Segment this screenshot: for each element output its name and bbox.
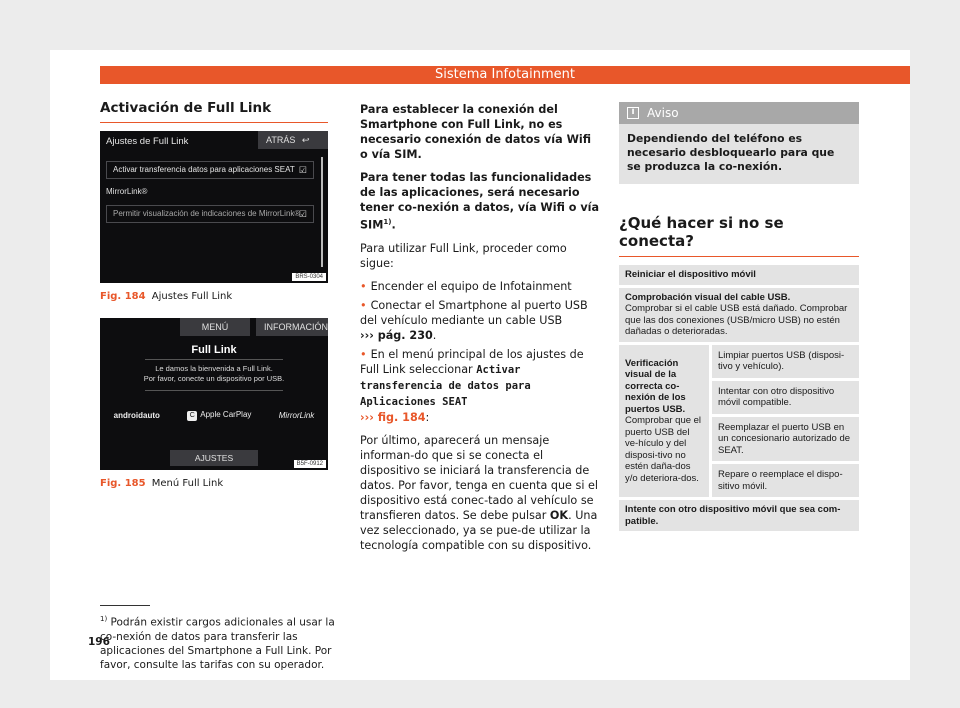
notice-box bbox=[619, 102, 859, 184]
menu-option-text: Activar transferencia de datos para Aplicaciones SEAT bbox=[360, 363, 531, 408]
table-cell-text: Comprobar que el puerto USB del ve-hículo y del disposi-tivo no estén daña-dos y/o deteriora-dos. bbox=[625, 415, 702, 484]
footnote-ref: 1) bbox=[383, 218, 392, 226]
bullet-text: Conectar el Smartphone al puerto USB del vehículo mediante un cable USB bbox=[360, 298, 588, 327]
scrollbar bbox=[321, 157, 323, 267]
bullet-end: : bbox=[425, 410, 430, 424]
screen-title: Ajustes de Full Link bbox=[106, 136, 189, 147]
page bbox=[50, 50, 910, 680]
notice-text: Dependiendo del teléfono es necesario desbloquearlo para que se produzca la co-nexión. bbox=[627, 132, 835, 173]
back-icon: ↩ bbox=[301, 135, 310, 145]
table-cell: Repare o reemplace el dispo-sitivo móvil. bbox=[712, 464, 859, 497]
paragraph: Para utilizar Full Link, proceder como sigue: bbox=[360, 241, 567, 270]
paragraph-end: . bbox=[391, 218, 396, 232]
table-row: Reiniciar el dispositivo móvil bbox=[619, 265, 859, 285]
figure-number: Fig. 184 bbox=[100, 291, 146, 302]
table-row bbox=[619, 345, 859, 498]
troubleshooting-table bbox=[619, 265, 859, 531]
table-cell: Reemplazar el puerto USB en un concesionario autorizado de SEAT. bbox=[712, 417, 859, 462]
table-cell-title: Verificación visual de la correcta co-nexión de los puertos USB. bbox=[625, 357, 686, 415]
bullet-text: En el menú principal de los ajustes de Full Link seleccionar bbox=[360, 347, 584, 376]
welcome-line-2: Por favor, conecte un dispositivo por USB. bbox=[143, 374, 285, 383]
chapter-header: Sistema Infotainment bbox=[100, 66, 910, 84]
table-cell bbox=[619, 345, 709, 498]
full-link-title: Full Link bbox=[191, 344, 237, 356]
section-title-activacion: Activación de Full Link bbox=[100, 100, 328, 123]
bullet-end: . bbox=[432, 328, 437, 342]
bullet-icon: • bbox=[360, 347, 367, 361]
table-cell-title: Comprobación visual del cable USB. bbox=[625, 291, 791, 303]
figure-185-caption bbox=[100, 478, 328, 489]
checkbox-icon: ☑ bbox=[298, 209, 307, 219]
setting-row-transfer-label: Activar transferencia datos para aplicaciones SEAT bbox=[113, 165, 295, 174]
paragraph: Para establecer la conexión del Smartphone con Full Link, no es necesario conexión de datos vía Wifi o vía SIM. bbox=[360, 103, 592, 161]
tab-informacion: INFORMACIÓN bbox=[256, 318, 328, 336]
right-column bbox=[619, 102, 859, 534]
figure-184-caption bbox=[100, 291, 328, 302]
setting-row-mirrorlink bbox=[106, 205, 314, 223]
paragraph-text: . Una vez seleccionado, ya se pue-de utilizar la tecnología compatible con su dispositivo. bbox=[360, 508, 598, 552]
table-cell: Intentar con otro dispositivo móvil compatible. bbox=[712, 381, 859, 414]
bullet-icon: • bbox=[360, 298, 367, 312]
bullet-item bbox=[360, 347, 602, 425]
left-column bbox=[100, 100, 328, 505]
figure-code: BRS-0304 bbox=[292, 273, 326, 281]
notice-label: Aviso bbox=[647, 106, 679, 120]
mirrorlink-app: MirrorLink bbox=[278, 411, 315, 420]
figure-185-screen bbox=[100, 318, 328, 470]
footnote-divider bbox=[100, 605, 150, 606]
bullet-text: Encender el equipo de Infotainment bbox=[370, 279, 572, 293]
carplay-icon: C bbox=[187, 411, 197, 421]
table-cell: Limpiar puertos USB (disposi-tivo y vehículo). bbox=[712, 345, 859, 378]
paragraph-text: Para tener todas las funcionalidades de las aplicaciones, será necesario tener co-nexión a datos, vía Wifi o vía SIM bbox=[360, 171, 600, 232]
table-cell-text: Comprobar si el cable USB está dañado. Comprobar que las dos conexiones (USB/micro USB) no estén dañadas o deterioradas. bbox=[625, 303, 848, 337]
paragraph-text: Por último, aparecerá un mensaje informan-do que si se conecta el dispositivo se iniciará la transferencia de datos. Por favor, tenga en cuenta que si el dispositivo está conec-tado al vehículo se transfieren datos. Se debe pulsar bbox=[360, 433, 598, 522]
bullet-icon: • bbox=[360, 279, 367, 293]
bullet-item bbox=[360, 279, 602, 294]
divider bbox=[145, 390, 283, 391]
notice-header bbox=[619, 102, 859, 124]
middle-column bbox=[360, 102, 602, 561]
page-number: 196 bbox=[88, 636, 110, 648]
setting-row-transfer bbox=[106, 161, 314, 179]
android-auto-app: androidauto bbox=[113, 411, 160, 420]
setting-row-mirrorlink-label: Permitir visualización de indicaciones de MirrorLink® bbox=[113, 209, 301, 218]
bullet-item bbox=[360, 298, 602, 343]
figure-184-screen bbox=[100, 131, 328, 283]
paragraph bbox=[360, 433, 602, 553]
figure-reference-link[interactable]: ››› fig. 184 bbox=[360, 410, 426, 424]
paragraph bbox=[360, 170, 602, 233]
divider bbox=[145, 359, 283, 360]
section-title-no-conecta: ¿Qué hacer si no se conecta? bbox=[619, 214, 859, 257]
footnote bbox=[100, 612, 345, 672]
apple-carplay-label: Apple CarPlay bbox=[200, 410, 252, 419]
info-icon: i bbox=[627, 107, 639, 119]
welcome-message bbox=[100, 364, 328, 384]
back-tab-label: ATRÁS bbox=[266, 135, 296, 145]
tab-ajustes: AJUSTES bbox=[170, 450, 258, 466]
app-list bbox=[100, 410, 328, 421]
figure-caption-text: Ajustes Full Link bbox=[151, 291, 233, 302]
page-reference-link[interactable]: ››› pág. 230 bbox=[360, 328, 433, 342]
table-row bbox=[619, 288, 859, 342]
figure-code: B5F-0912 bbox=[294, 460, 326, 468]
footnote-text: Podrán existir cargos adicionales al usar la co-nexión de datos para transferir las aplicaciones del Smartphone a Full Link. Por favor, consulte las tarifas con su operador. bbox=[100, 616, 335, 671]
welcome-line-1: Le damos la bienvenida a Full Link. bbox=[155, 364, 273, 373]
table-row: Intente con otro dispositivo móvil que sea com-patible. bbox=[619, 500, 859, 531]
ok-button-text: OK bbox=[549, 508, 569, 522]
figure-caption-text: Menú Full Link bbox=[151, 478, 224, 489]
mirrorlink-label: MirrorLink® bbox=[106, 187, 148, 196]
back-tab bbox=[258, 131, 328, 149]
apple-carplay-app bbox=[187, 410, 251, 421]
table-subcells bbox=[712, 345, 859, 498]
checkbox-icon: ☑ bbox=[298, 165, 307, 175]
tab-menu: MENÚ bbox=[180, 318, 250, 336]
footnote-mark: 1) bbox=[100, 615, 108, 623]
figure-number: Fig. 185 bbox=[100, 478, 146, 489]
